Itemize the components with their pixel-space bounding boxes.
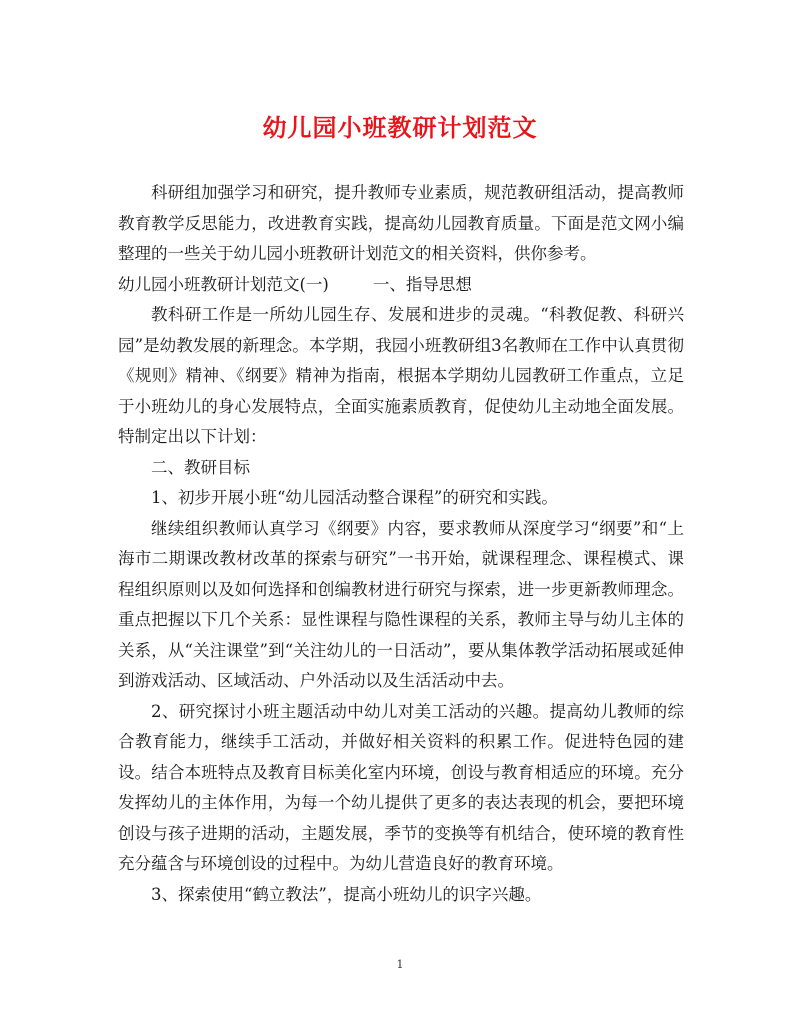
subsection-title: 一、指导思想 bbox=[372, 274, 472, 294]
document-body bbox=[118, 178, 684, 910]
section-title: 幼儿园小班教研计划范文(一) bbox=[118, 274, 329, 294]
goal-1-heading: 1、初步开展小班“幼儿园活动整合课程”的研究和实践。 bbox=[151, 488, 558, 507]
spacer bbox=[329, 270, 373, 301]
goal-1-paragraph: 继续组织教师认真学习《纲要》内容，要求教师从深度学习“纲要”和“上海市二期课改教材改革的探索与研究”一书开始，就课程理念、课程模式、课程组织原则以及如何选择和创编教材进行研究与探索，进一步更新教师理念。重点把握以下几个关系：显性课程与隐性课程的关系，教师主导与幼儿主体的关系，从“关注课堂”到“关注幼儿的一日活动”，要从集体教学活动拓展或延伸到游戏活动、区域活动、户外活动以及生活活动中去。 bbox=[118, 518, 684, 690]
goal-3-heading: 3、探索使用“鹤立教法”，提高小班幼儿的识字兴趣。 bbox=[151, 884, 542, 904]
document-title: 幼儿园小班教研计划范文 bbox=[262, 113, 538, 142]
guiding-paragraph: 教科研工作是一所幼儿园生存、发展和进步的灵魂。“科教促教、科研兴园”是幼教发展的新理念。本学期，我园小班教研组3名教师在工作中认真贯彻《规则》精神、《纲要》精神为指南，根据本学期幼儿园教研工作重点，立足于小班幼儿的身心发展特点，全面实施素质教育，促使幼儿主动地全面发展。特制定出以下计划： bbox=[118, 305, 684, 446]
goal-2-paragraph: 2、研究探讨小班主题活动中幼儿对美工活动的兴趣。提高幼儿教师的综合教育能力，继续手工活动，并做好相关资料的积累工作。促进特色园的建设。结合本班特点及教育目标美化室内环境，创设与教育相适应的环境。充分发挥幼儿的主体作用，为每一个幼儿提供了更多的表达表现的机会，要把环境创设与孩子进期的活动，主题发展，季节的变换等有机结合，使环境的教育性充分蕴含与环境创设的过程中。为幼儿营造良好的教育环境。 bbox=[118, 701, 684, 873]
page-number: 1 bbox=[396, 958, 404, 971]
section-heading-line bbox=[118, 270, 684, 301]
intro-paragraph: 科研组加强学习和研究，提升教师专业素质，规范教研组活动，提高教师教育教学反思能力，改进教育实践，提高幼儿园教育质量。下面是范文网小编整理的一些关于幼儿园小班教研计划范文的相关资料，供你参考。 bbox=[118, 183, 684, 263]
goals-heading: 二、教研目标 bbox=[151, 457, 250, 477]
